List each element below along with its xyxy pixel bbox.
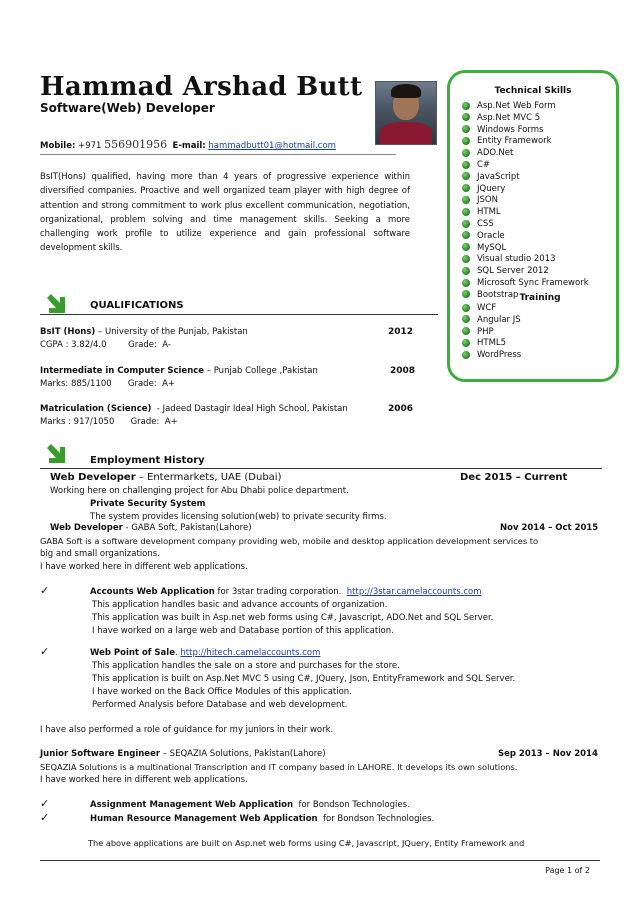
bullet-icon (462, 184, 470, 192)
job-3-dates: Sep 2013 – Nov 2014 (498, 749, 598, 759)
app-2-link[interactable]: http://hitech.camelaccounts.com (180, 648, 321, 658)
bullet-icon (462, 102, 470, 110)
mobile-label: Mobile: (40, 141, 76, 151)
bullet-icon (462, 172, 470, 180)
skill-item: ADO.Net (462, 148, 513, 158)
profile-summary: BsIT(Hons) qualified, having more than 4 years of progressive experience within diversified companies. Proactive and well organized team player with high degree of attention and strong commitment to work plus excellent communication, negotiation, organizational, problem solving and time management skills. Seeking a more challenging work profile to utilize experience and gain professional software development skills. (40, 172, 410, 254)
qualification-3-marks: Marks : 917/1050 Grade: A+ (40, 417, 178, 427)
skill-item: Bootstrap (462, 290, 518, 300)
training-item: WCF (462, 303, 496, 313)
job-title: Software(Web) Developer (40, 101, 215, 115)
job-2-app-2-line-2: This application is built on Asp.Net MVC 5 using C#, JQuery, Json, EntityFramework and SQL Server. (92, 674, 516, 684)
skill-item: CSS (462, 219, 494, 229)
email-label: E-mail: (172, 141, 206, 151)
profile-photo (375, 81, 437, 145)
skill-item: Oracle (462, 231, 505, 241)
training-item: WordPress (462, 350, 521, 360)
job-2-app-1-line-2: This application was built in Asp.net web forms using C#, Javascript, ADO.Net and SQL Server. (92, 613, 494, 623)
job-3-app-2: Human Resource Management Web Application for Bondson Technologies. (90, 814, 435, 824)
job-1-description: Working here on challenging project for Abu Dhabi police department. (50, 486, 349, 496)
bullet-icon (462, 113, 470, 121)
job-2-app-2-line-1: This application handles the sale on a store and purchases for the store. (92, 661, 400, 671)
job-1-project: Private Security System (90, 499, 206, 509)
skill-item: Windows Forms (462, 125, 544, 135)
bullet-icon (462, 315, 470, 323)
skill-item: MySQL (462, 243, 506, 253)
bullet-icon (462, 327, 470, 335)
skill-item: SQL Server 2012 (462, 266, 549, 276)
qualifications-heading: QUALIFICATIONS (90, 300, 184, 311)
check-icon: ✓ (40, 811, 50, 824)
page-number: Page 1 of 2 (545, 866, 590, 875)
training-title: Training (519, 293, 561, 303)
qualification-1-marks: CGPA : 3.82/4.0 Grade: A- (40, 340, 171, 350)
job-3-desc-1: SEQAZIA Solutions is a multinational Transcription and IT company based in LAHORE. It develops its own solutions. (40, 762, 518, 772)
bullet-icon (462, 220, 470, 228)
bullet-icon (462, 339, 470, 347)
job-1-project-desc: The system provides licensing solution(web) to private security firms. (90, 512, 387, 522)
job-2-app-1-line-3: I have worked on a large web and Database portion of this application. (92, 626, 394, 636)
skill-item: JSON (462, 195, 498, 205)
mobile-number: 556901956 (104, 138, 168, 151)
job-2-app-2: Web Point of Sale. http://hitech.camelaccounts.com (90, 648, 321, 658)
training-item: Angular JS (462, 315, 521, 325)
job-2-app-2-line-3: I have worked on the Back Office Modules of this application. (92, 687, 352, 697)
bullet-icon (462, 243, 470, 251)
check-icon: ✓ (40, 584, 50, 597)
qualification-1-year: 2012 (388, 327, 414, 337)
candidate-name: Hammad Arshad Butt (40, 72, 363, 102)
job-2-desc-2: big and small organizations. (40, 549, 160, 559)
header-divider (40, 154, 396, 155)
bullet-icon (462, 161, 470, 169)
job-3-header: Junior Software Engineer – SEQAZIA Solutions, Pakistan(Lahore) (40, 749, 326, 759)
bullet-icon (462, 279, 470, 287)
bullet-icon (462, 267, 470, 275)
skill-item: C# (462, 160, 490, 170)
app-1-link[interactable]: http://3star.camelaccounts.com (346, 587, 482, 597)
job-2-app-1-line-1: This application handles basic and advance accounts of organization. (92, 600, 388, 610)
job-2-dates: Nov 2014 – Oct 2015 (500, 523, 599, 533)
bullet-icon (462, 196, 470, 204)
job-3-app-1: Assignment Management Web Application for Bondson Technologies. (90, 800, 410, 810)
job-2-app-2-line-4: Performed Analysis before Database and web development. (92, 700, 348, 710)
qualification-3-year: 2006 (388, 404, 414, 414)
employment-heading: Employment History (90, 455, 205, 466)
bullet-icon (462, 149, 470, 157)
qualification-2: Intermediate in Computer Science – Punjab College ,Pakistan (40, 366, 318, 376)
job-1-header: Web Developer – Entermarkets, UAE (Dubai) (50, 472, 282, 483)
bullet-icon (462, 255, 470, 263)
skills-title: Technical Skills (494, 86, 572, 96)
footer-rule (40, 860, 600, 861)
check-icon: ✓ (40, 645, 50, 658)
job-3-desc-2: I have worked here in different web applications. (40, 775, 248, 785)
qualification-2-year: 2008 (390, 366, 416, 376)
training-item: PHP (462, 327, 494, 337)
qualification-3: Matriculation (Science) - Jadeed Dastagir Ideal High School, Pakistan (40, 404, 348, 414)
arrow-down-right-icon (44, 293, 66, 315)
job-2-desc-3: I have worked here in different web applications. (40, 562, 248, 572)
job-2-app-1: Accounts Web Application for 3star trading corporation. http://3star.camelaccounts.com (90, 587, 482, 597)
arrow-down-right-icon (44, 443, 66, 465)
job-2-desc-1: GABA Soft is a software development company providing web, mobile and desktop application development services to (40, 536, 539, 546)
job-3-tail: The above applications are built on Asp.net web forms using C#, Javascript, JQuery, Entity Framework and (88, 838, 525, 848)
bullet-icon (462, 290, 470, 298)
skill-item: JavaScript (462, 172, 520, 182)
bullet-icon (462, 351, 470, 359)
skill-item: Visual studio 2013 (462, 254, 556, 264)
email-link[interactable]: hammadbutt01@hotmail.com (208, 141, 336, 151)
bullet-icon (462, 125, 470, 133)
contact-line (40, 138, 336, 151)
qualifications-rule (40, 314, 438, 315)
job-2-header: Web Developer - GABA Soft, Pakistan(Lahore) (50, 523, 252, 533)
job-1-dates: Dec 2015 – Current (460, 472, 568, 483)
skill-item: HTML (462, 207, 501, 217)
skill-item: Asp.Net Web Form (462, 101, 556, 111)
bullet-icon (462, 304, 470, 312)
employment-rule (40, 468, 602, 469)
skill-item: Entity Framework (462, 136, 552, 146)
job-2-guidance: I have also performed a role of guidance for my juniors in their work. (40, 725, 334, 735)
skill-item: Microsoft Sync Framework (462, 278, 589, 288)
bullet-icon (462, 137, 470, 145)
qualification-1: BsIT (Hons) – University of the Punjab, Pakistan (40, 327, 248, 337)
bullet-icon (462, 231, 470, 239)
skill-item: Asp.Net MVC 5 (462, 113, 540, 123)
training-item: HTML5 (462, 338, 506, 348)
qualification-2-marks: Marks: 885/1100 Grade: A+ (40, 379, 176, 389)
mobile-prefix: +971 (78, 141, 102, 151)
check-icon: ✓ (40, 797, 50, 810)
skill-item: JQuery (462, 184, 505, 194)
bullet-icon (462, 208, 470, 216)
